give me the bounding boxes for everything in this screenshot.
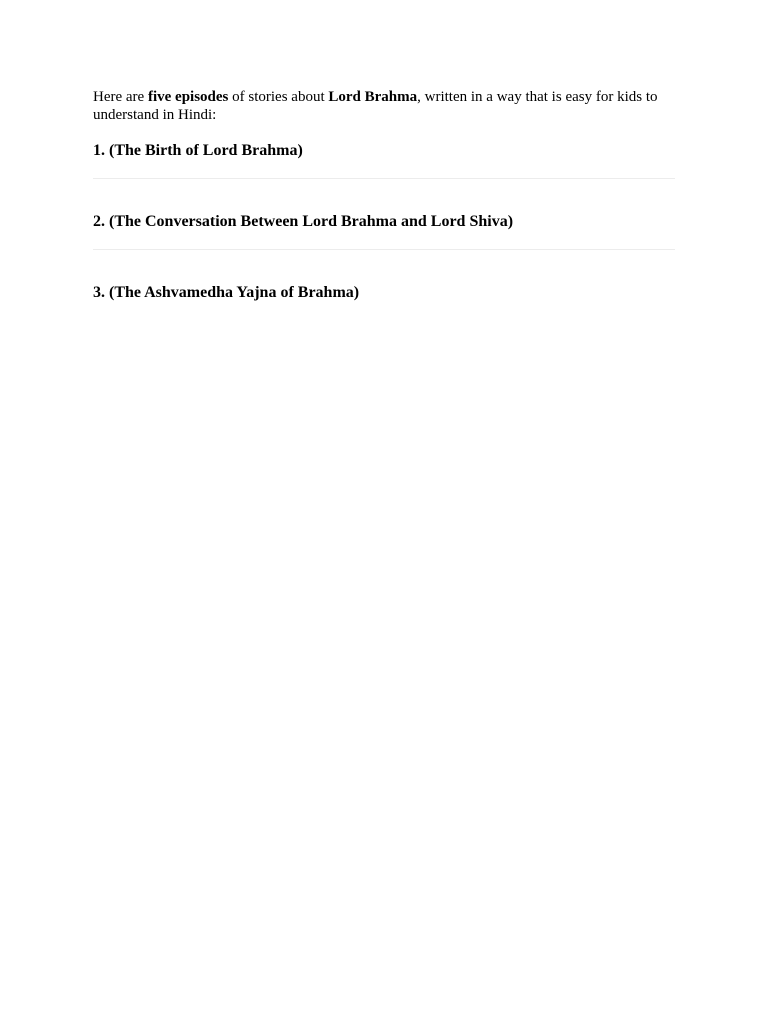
episode-2 xyxy=(93,213,675,231)
section-divider-1 xyxy=(93,178,675,179)
episode-1-title-en: 1. (The Birth of Lord Brahma) xyxy=(93,142,303,159)
episode-3-title xyxy=(93,284,675,302)
episode-2-title xyxy=(93,213,675,231)
episode-1 xyxy=(93,142,675,160)
intro-paragraph xyxy=(93,88,675,124)
intro-middle: of stories about xyxy=(228,89,329,105)
document-page xyxy=(93,88,675,320)
intro-prefix: Here are xyxy=(93,89,148,105)
intro-suffix: , written in a way that is easy for kids to understand in Hindi: xyxy=(93,89,658,123)
section-divider-2 xyxy=(93,249,675,250)
intro-bold-subject: Lord Brahma xyxy=(328,89,418,105)
episode-3-title-en: 3. (The Ashvamedha Yajna of Brahma) xyxy=(93,284,360,301)
intro-bold-episodes: five episodes xyxy=(147,89,229,105)
episode-1-title xyxy=(93,142,675,160)
episode-3 xyxy=(93,284,675,302)
episode-2-title-en: 2. (The Conversation Between Lord Brahma and Lord Shiva) xyxy=(93,213,514,230)
